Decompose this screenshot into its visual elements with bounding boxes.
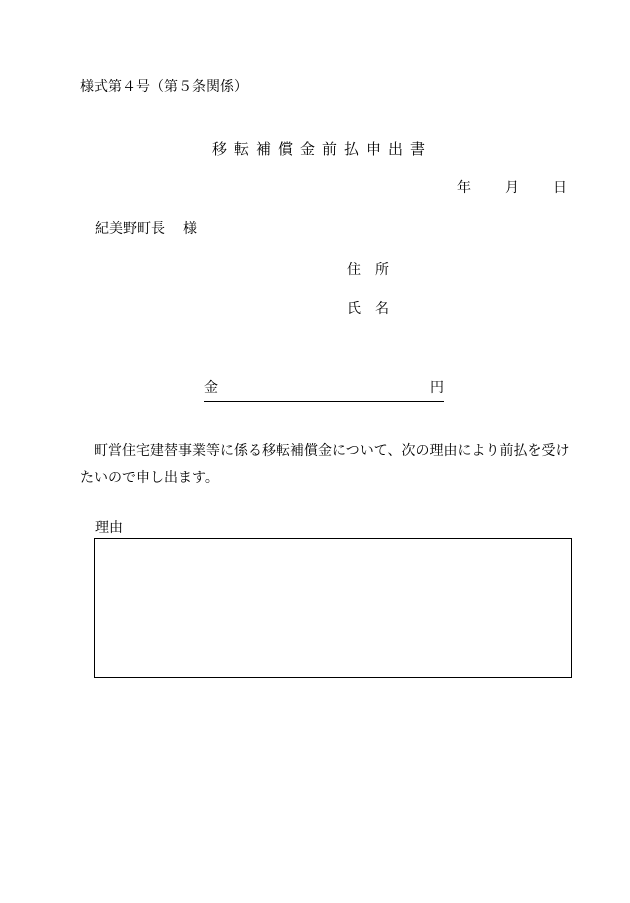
body-text: 町営住宅建替事業等に係る移転補償金について、次の理由により前払を受けたいので申し出ます。: [80, 443, 570, 486]
reason-box: [94, 538, 572, 678]
amount-line: [204, 381, 444, 402]
date-year-label: 年: [457, 180, 471, 196]
date-line: [457, 181, 567, 195]
name-label: [347, 302, 389, 316]
address-label: [347, 263, 389, 277]
name-label-char: 氏: [347, 301, 361, 317]
date-month-label: 月: [505, 180, 519, 196]
date-day-label: 日: [553, 180, 567, 196]
reason-label: 理由: [95, 520, 123, 536]
amount-prefix: 金: [204, 380, 218, 396]
addressee: [95, 222, 197, 236]
address-label-char: 所: [375, 262, 389, 278]
amount-suffix: 円: [430, 380, 444, 396]
addressee-name: 紀美野町長: [95, 221, 165, 237]
name-label-char: 名: [375, 301, 389, 317]
address-label-char: 住: [347, 262, 361, 278]
document-title: 移転補償金前払申出書: [211, 140, 432, 158]
form-number: 様式第４号（第５条関係）: [80, 79, 248, 95]
addressee-honorific: 様: [183, 221, 197, 237]
